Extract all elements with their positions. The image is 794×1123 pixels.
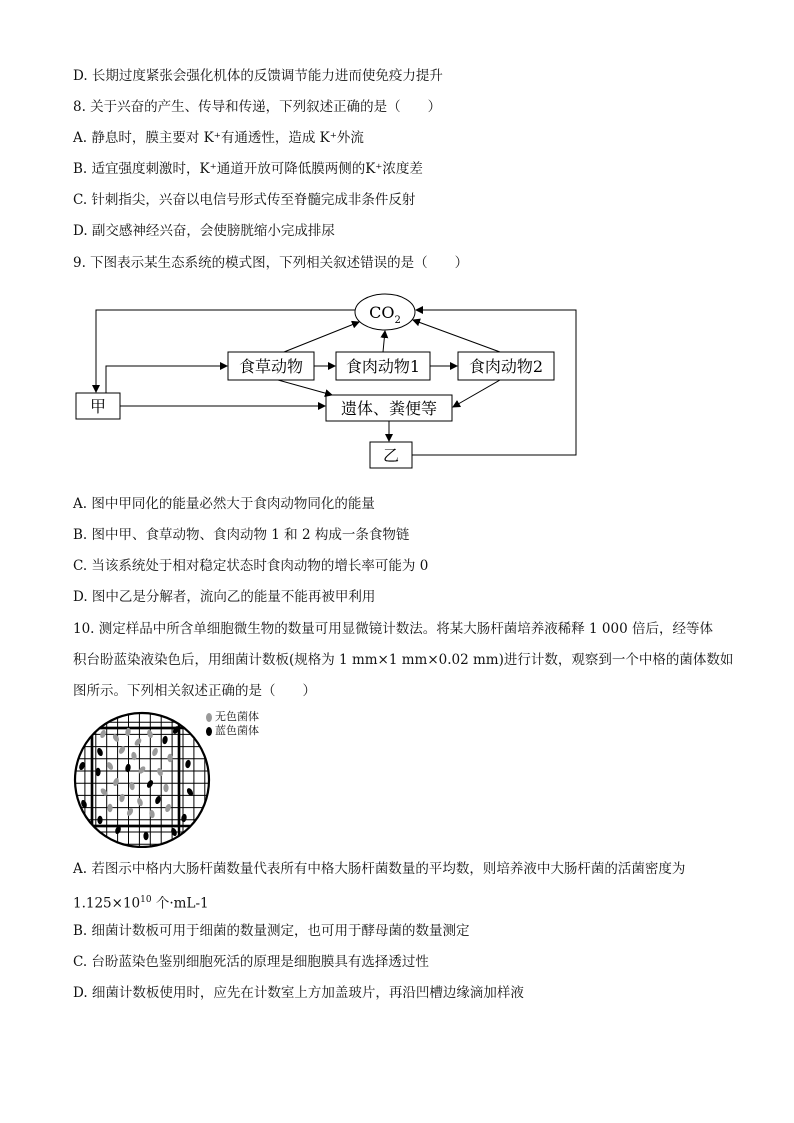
q10-option-a-line2: $1.125\times 10^{10}$ 个·mL-1 [73,895,209,912]
q8-option-c: C. 针刺指尖，兴奋以电信号形式传至脊髓完成非条件反射 [73,192,416,208]
blue-cell [97,816,102,824]
q10-option-a-line1: A. 若图示中格内大肠杆菌数量代表所有中格大肠杆菌数量的平均数，则培养液中大肠杆菌的活菌密度为 [73,861,686,877]
q8-option-b: B. 适宜强度刺激时，K⁺通道开放可降低膜两侧的K⁺浓度差 [73,161,423,177]
colorless-cell [137,765,146,775]
blue-cell [185,759,192,768]
q7-option-d: D. 长期过度紧张会强化机体的反馈调节能力进而使免疫力提升 [73,68,443,84]
blue-cell [143,832,148,840]
jia-label: 甲 [89,397,107,416]
yi-label: 乙 [382,446,400,465]
co2-label: $CO_2$ [369,303,401,326]
colorless-cell [156,767,164,777]
q8-option-d: D. 副交感神经兴奋，会使膀胱缩小完成排尿 [73,223,335,239]
colorless-cell [126,807,135,817]
q10-option-b: B. 细菌计数板可用于细菌的数量测定，也可用于酵母菌的数量测定 [73,923,470,939]
q9-option-b: B. 图中甲、食草动物、食肉动物 1 和 2 构成一条食物链 [73,527,410,543]
herbivore-label: 食草动物 [238,357,304,376]
colorless-cell [119,793,126,802]
ecosystem-diagram [70,288,590,473]
q8-stem: 8. 关于兴奋的产生、传导和传递，下列叙述正确的是（ ） [73,99,442,115]
colorless-cell [167,754,172,762]
carnivore1-label: 食肉动物1 [345,357,421,376]
q10-stem-line3: 图所示。下列相关叙述正确的是（ ） [73,683,316,699]
colorless-cell [149,809,156,818]
blue-cell [96,747,104,757]
colorless-cell [112,777,120,787]
blue-cell [95,768,100,776]
q10-option-c: C. 台盼蓝染色鉴别细胞死活的原理是细胞膜具有选择透过性 [73,954,429,970]
colorless-cell [133,737,142,747]
remains-label: 遗体、粪便等 [340,399,438,418]
q10-option-d: D. 细菌计数板使用时，应先在计数室上方加盖玻片，再沿凹槽边缘滴加样液 [73,985,524,1001]
blue-cell [162,735,169,744]
colorless-cell [151,747,159,757]
q10-stem-line1: 10. 测定样品中所含单细胞微生物的数量可用显微镜计数法。将某大肠杆菌培养液稀释 1 000 倍后，经等体 [73,621,713,637]
colorless-cell [107,804,112,812]
blue-cell [146,779,155,789]
q8-option-a: A. 静息时，膜主要对 K⁺有通透性，造成 K⁺外流 [73,130,364,146]
blue-cell [181,813,188,822]
black-cell-icon [206,727,212,736]
gray-cell-icon [206,713,212,722]
legend-colorless: 无色菌体 [206,710,259,724]
q9-option-a: A. 图中甲同化的能量必然大于食肉动物同化的能量 [73,496,375,512]
q10-stem-line2: 积台盼蓝染液染色后，用细菌计数板(规格为 1 mm×1 mm×0.02 mm)进行计数，观察到一个中格的菌体数如 [73,652,734,668]
legend-blue: 蓝色菌体 [206,724,259,738]
legend [206,710,259,738]
colorless-cell [163,784,168,792]
q9-option-d: D. 图中乙是分解者，流向乙的能量不能再被甲利用 [73,589,376,605]
q9-stem: 9. 下图表示某生态系统的模式图，下列相关叙述错误的是（ ） [73,255,469,271]
carnivore2-label: 食肉动物2 [468,357,544,376]
q9-option-c: C. 当该系统处于相对稳定状态时食肉动物的增长率可能为 0 [73,558,429,574]
colorless-cell [136,797,144,807]
